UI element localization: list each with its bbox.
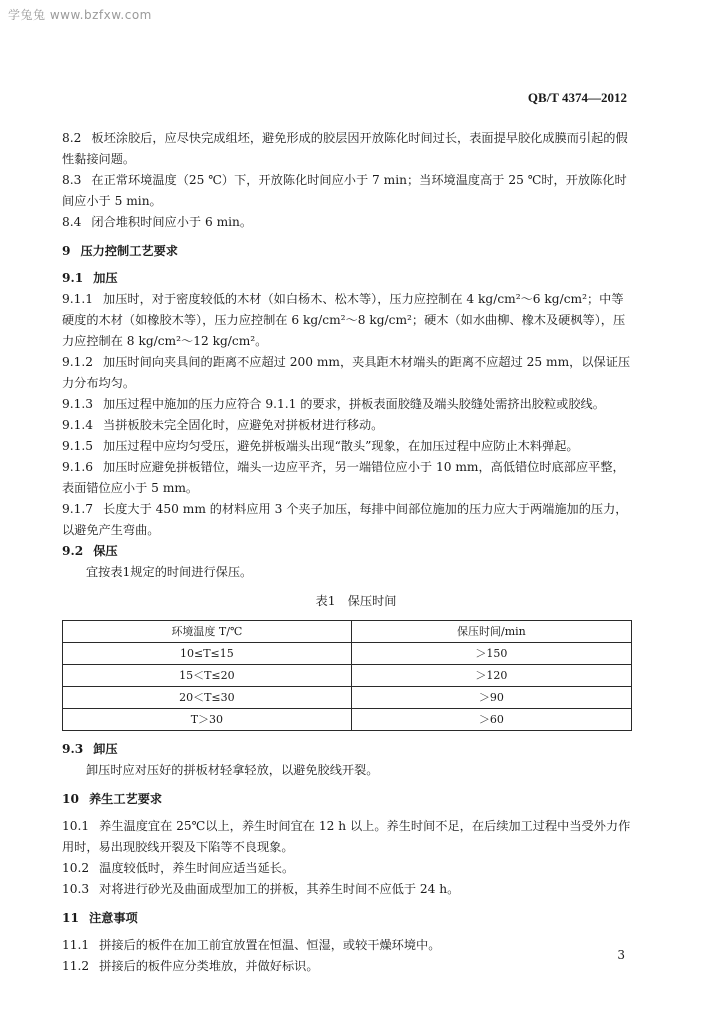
section-title: 卸压 bbox=[93, 742, 118, 756]
clause-number: 8.3 bbox=[62, 173, 82, 187]
clause-10-2 bbox=[62, 858, 634, 879]
section-number: 9.1 bbox=[62, 271, 84, 285]
section-title: 保压 bbox=[93, 544, 118, 558]
clause-9-1-6 bbox=[62, 457, 634, 499]
section-heading-9 bbox=[62, 241, 634, 262]
clause-text: 加压时间向夹具间的距离不应超过 200 mm，夹具距木材端头的距离不应超过 25 mm，以保证压力分布均匀。 bbox=[62, 355, 631, 390]
section-number: 9.2 bbox=[62, 544, 84, 558]
clause-text: 加压时，对于密度较低的木材（如白杨木、松木等），压力应控制在 4 kg/cm²～6 kg/cm²；中等硬度的木材（如橡胶木等），压力应控制在 6 kg/cm²～8 kg/cm²；硬木（如水曲柳、橡木及硬枫等），压力应控制在 8 kg/cm²～12 kg/cm²。 bbox=[62, 292, 626, 348]
table-header-cell: 保压时间/min bbox=[351, 621, 631, 643]
clause-number: 9.1.5 bbox=[62, 439, 94, 453]
section-number: 9.3 bbox=[62, 742, 84, 756]
clause-9-1-5 bbox=[62, 436, 634, 457]
clause-number: 10.1 bbox=[62, 819, 90, 833]
clause-9-1-3 bbox=[62, 394, 634, 415]
clause-text: 拼接后的板件应分类堆放，并做好标识。 bbox=[99, 959, 319, 973]
section-number: 11 bbox=[62, 911, 79, 925]
clause-11-2 bbox=[62, 956, 634, 977]
clause-text: 温度较低时，养生时间应适当延长。 bbox=[99, 861, 295, 875]
clause-number: 10.2 bbox=[62, 861, 90, 875]
table-cell: 15＜T≤20 bbox=[63, 665, 352, 687]
document-code: QB/T 4374—2012 bbox=[527, 90, 627, 105]
clause-text: 拼接后的板件在加工前宜放置在恒温、恒湿，或较干燥环境中。 bbox=[99, 938, 441, 952]
section-heading-11 bbox=[62, 908, 634, 929]
clause-text: 当拼板胶未完全固化时，应避免对拼板材进行移动。 bbox=[103, 418, 384, 432]
table-cell: ＞60 bbox=[351, 709, 631, 731]
page-number: 3 bbox=[617, 948, 625, 962]
table-cell: 10≤T≤15 bbox=[63, 643, 352, 665]
clause-9-1-1 bbox=[62, 289, 634, 352]
clause-text: 板坯涂胶后，应尽快完成组坯，避免形成的胶层因开放陈化时间过长，表面提早胶化成膜而引起的假性黏接问题。 bbox=[62, 131, 628, 166]
clause-9-3-text: 卸压时应对压好的拼板材轻拿轻放，以避免胶线开裂。 bbox=[86, 763, 379, 777]
table-cell: ＞150 bbox=[351, 643, 631, 665]
clause-text: 加压过程中施加的压力应符合 9.1.1 的要求，拼板表面胶缝及端头胶缝处需挤出胶粒或胶线。 bbox=[103, 397, 605, 411]
clause-text: 加压时应避免拼板错位，端头一边应平齐，另一端错位应小于 10 mm，高低错位时底部应平整，表面错位应小于 5 mm。 bbox=[62, 460, 625, 495]
section-heading-10 bbox=[62, 789, 634, 810]
clause-9-1-4 bbox=[62, 415, 634, 436]
section-number: 10 bbox=[62, 792, 79, 806]
clause-number: 8.4 bbox=[62, 215, 82, 229]
clause-number: 9.1.3 bbox=[62, 397, 94, 411]
holding-time-table bbox=[62, 620, 632, 731]
section-title: 加压 bbox=[93, 271, 118, 285]
clause-9-1-7 bbox=[62, 499, 634, 541]
clause-number: 9.1.1 bbox=[62, 292, 94, 306]
clause-text: 闭合堆积时间应小于 6 min。 bbox=[91, 215, 253, 229]
table-header-cell: 环境温度 T/℃ bbox=[63, 621, 352, 643]
clause-number: 9.1.4 bbox=[62, 418, 94, 432]
table-row bbox=[63, 665, 632, 687]
clause-number: 11.1 bbox=[62, 938, 90, 952]
subsection-heading-9-2 bbox=[62, 541, 634, 562]
clause-text: 长度大于 450 mm 的材料应用 3 个夹子加压，每排中间部位施加的压力应大于两端施加的压力，以避免产生弯曲。 bbox=[62, 502, 628, 537]
subsection-heading-9-3 bbox=[62, 739, 634, 760]
clause-11-1 bbox=[62, 935, 634, 956]
table-header-row bbox=[63, 621, 632, 643]
clause-number: 9.1.6 bbox=[62, 460, 94, 474]
table-row bbox=[63, 643, 632, 665]
table-cell: ＞90 bbox=[351, 687, 631, 709]
clause-number: 9.1.2 bbox=[62, 355, 94, 369]
clause-10-1 bbox=[62, 816, 634, 858]
table-row bbox=[63, 687, 632, 709]
clause-text: 在正常环境温度（25 ℃）下，开放陈化时间应小于 7 min；当环境温度高于 25 ℃时，开放陈化时间应小于 5 min。 bbox=[62, 173, 627, 208]
clause-text: 对将进行砂光及曲面成型加工的拼板，其养生时间不应低于 24 h。 bbox=[99, 882, 460, 896]
clause-number: 8.2 bbox=[62, 131, 82, 145]
table-row bbox=[63, 709, 632, 731]
clause-8-3 bbox=[62, 170, 634, 212]
clause-8-4 bbox=[62, 212, 634, 233]
section-title: 压力控制工艺要求 bbox=[80, 244, 178, 258]
table-cell: ＞120 bbox=[351, 665, 631, 687]
clause-number: 9.1.7 bbox=[62, 502, 94, 516]
clause-number: 11.2 bbox=[62, 959, 90, 973]
table-caption: 表1 保压时间 bbox=[315, 594, 397, 608]
section-title: 注意事项 bbox=[88, 911, 138, 925]
document-body bbox=[62, 128, 634, 977]
section-title: 养生工艺要求 bbox=[88, 792, 163, 806]
table-cell: 20＜T≤30 bbox=[63, 687, 352, 709]
watermark-text: 学兔兔 www.bzfxw.com bbox=[8, 8, 152, 22]
subsection-heading-9-1 bbox=[62, 268, 634, 289]
clause-9-1-2 bbox=[62, 352, 634, 394]
table-cell: T＞30 bbox=[63, 709, 352, 731]
section-number: 9 bbox=[62, 244, 71, 258]
clause-10-3 bbox=[62, 879, 634, 900]
clause-text: 养生温度宜在 25℃以上，养生时间宜在 12 h 以上。养生时间不足，在后续加工过程中当受外力作用时，易出现胶线开裂及下陷等不良现象。 bbox=[62, 819, 631, 854]
clause-number: 10.3 bbox=[62, 882, 90, 896]
clause-text: 加压过程中应均匀受压，避免拼板端头出现“散头”现象，在加压过程中应防止木料弹起。 bbox=[103, 439, 579, 453]
clause-8-2 bbox=[62, 128, 634, 170]
clause-9-2-text: 宜按表1规定的时间进行保压。 bbox=[86, 565, 253, 579]
